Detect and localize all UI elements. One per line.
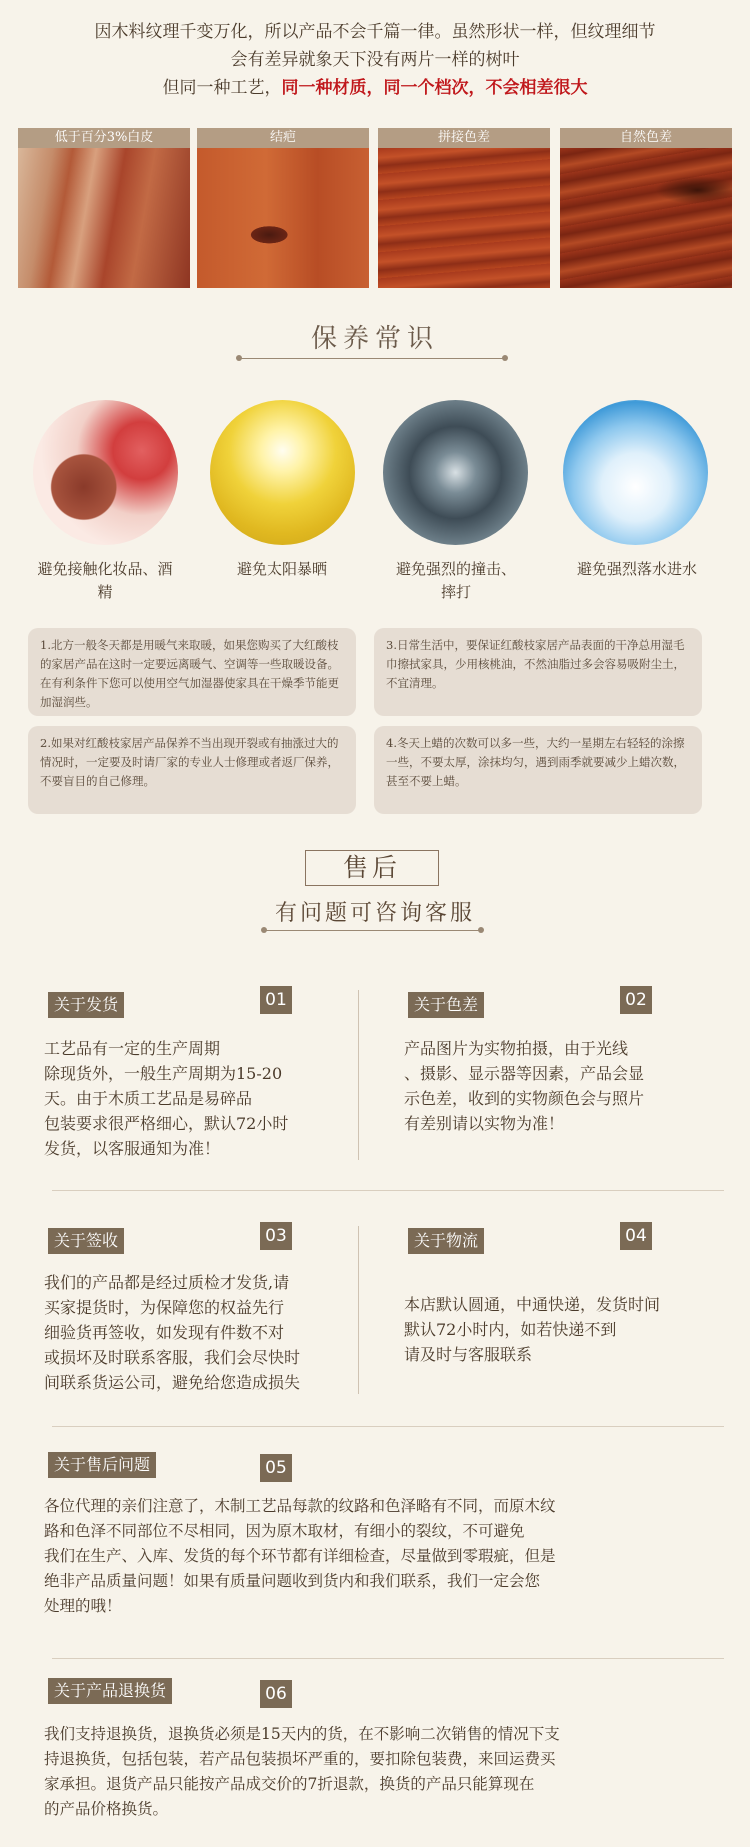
section-tag-color-difference: 关于色差 xyxy=(408,992,484,1018)
section-number-02: 02 xyxy=(620,986,652,1014)
intro-text xyxy=(0,18,750,102)
section-number-03: 03 xyxy=(260,1222,292,1250)
section-tag-returns: 关于产品退换货 xyxy=(48,1678,172,1704)
wood-sample-4 xyxy=(560,128,732,288)
section-text-receipt: 我们的产品都是经过质检才发货,请 买家提货时，为保障您的权益先行 细验货再签收，如发现有件数不对 或损坏及时联系客服，我们会尽快时 间联系货运公司，避免给您造成损失 xyxy=(44,1273,301,1392)
section-text-color-difference: 产品图片为实物拍摄，由于光线 、摄影、显示器等因素，产品会显 示色差，收到的实物颜色会与照片 有差别请以实物为准！ xyxy=(404,1039,645,1133)
sun-image xyxy=(210,400,355,545)
care-tip-1: 1.北方一般冬天都是用暖气来取暖，如果您购买了大红酸枝的家居产品在这时一定要远离暖气、空调等一些取暖设备。在有利条件下您可以使用空气加湿器使家具在干燥季节能更加湿润些。 xyxy=(28,628,356,716)
section-text-aftersale-issues: 各位代理的亲们注意了，木制工艺品每款的纹路和色泽略有不同，而原木纹 路和色泽不同部位不尽相同，因为原木取材，有细小的裂纹，不可避免 我们在生产、入库、发货的每个环节都有详细检查，尽量做到零瑕疵，但是 绝非产品质量问题！如果有质量问题收到货内和我们联系，我们一定会您 处理的哦！ xyxy=(44,1497,556,1615)
care-tip-4: 4.冬天上蜡的次数可以多一些，大约一星期左右轻轻的涂擦一些，不要太厚，涂抹均匀，遇到雨季就要减少上蜡次数，甚至不要上蜡。 xyxy=(374,726,702,814)
section-text-logistics: 本店默认圆通，中通快递，发货时间 默认72小时内，如若快递不到 请及时与客服联系 xyxy=(404,1295,661,1364)
wood-sample-label: 自然色差 xyxy=(560,128,732,148)
intro-line-2: 会有差异就象天下没有两片一样的树叶 xyxy=(230,50,520,70)
cosmetics-image xyxy=(33,400,178,545)
care-caption-2: 避免太阳暴晒 xyxy=(236,560,327,578)
care-caption-1: 避免接触化妆品、酒精 xyxy=(37,560,173,601)
rule-dot-left xyxy=(236,355,242,361)
section-number-01: 01 xyxy=(260,986,292,1014)
rule-dot-left xyxy=(261,927,267,933)
wood-sample-image xyxy=(18,148,190,288)
wood-sample-2 xyxy=(197,128,369,288)
section-tag-receipt: 关于签收 xyxy=(48,1228,124,1254)
intro-line-1: 因木料纹理千变万化，所以产品不会千篇一律。虽然形状一样，但纹理细节 xyxy=(94,22,656,42)
section-tag-shipping: 关于发货 xyxy=(48,992,124,1018)
wood-sample-label: 结疤 xyxy=(197,128,369,148)
care-title-rule xyxy=(240,358,505,359)
care-title: 保养常识 xyxy=(310,324,439,354)
care-tip-2: 2.如果对红酸枝家居产品保养不当出现开裂或有抽涨过大的情况时，一定要及时请厂家的专业人士修理或者返厂保养，不要盲目的自己修理。 xyxy=(28,726,356,814)
intro-line-3-plain: 但同一种工艺， xyxy=(162,78,282,98)
care-caption-4: 避免强烈落水进水 xyxy=(577,560,698,578)
water-splash-image xyxy=(563,400,708,545)
section-separator xyxy=(52,1426,724,1427)
intro-line-3-highlight: 同一种材质，同一个档次，不会相差很大 xyxy=(281,78,588,98)
rule-dot-right xyxy=(502,355,508,361)
wood-sample-label: 拼接色差 xyxy=(378,128,550,148)
section-text-returns: 我们支持退换货，退换货必须是15天内的货，在不影响二次销售的情况下支 持退换货，包括包装，若产品包装损坏严重的，要扣除包装费，来回运费买 家承担。退货产品只能按产品成交价的7折退款，换货的产品只能算现在 的产品价格换货。 xyxy=(44,1725,560,1818)
wood-sample-image xyxy=(378,148,550,288)
wood-sample-label: 低于百分3%白皮 xyxy=(18,128,190,148)
aftersale-title: 售后 xyxy=(305,850,439,886)
wood-sample-image xyxy=(560,148,732,288)
care-caption-3: 避免强烈的撞击、摔打 xyxy=(396,560,517,601)
section-tag-aftersale-issues: 关于售后问题 xyxy=(48,1452,156,1478)
wood-sample-image xyxy=(197,148,369,288)
section-number-06: 06 xyxy=(260,1680,292,1708)
wood-sample-1 xyxy=(18,128,190,288)
section-tag-logistics: 关于物流 xyxy=(408,1228,484,1254)
aftersale-subtitle: 有问题可咨询客服 xyxy=(274,901,475,926)
column-divider xyxy=(358,990,359,1160)
care-tip-3: 3.日常生活中，要保证红酸枝家居产品表面的干净总用湿毛巾擦拭家具，少用核桃油，不然油脂过多会容易吸附尘土，不宜清理。 xyxy=(374,628,702,716)
aftersale-subtitle-rule xyxy=(265,930,480,931)
section-separator xyxy=(52,1658,724,1659)
wood-sample-3 xyxy=(378,128,550,288)
column-divider xyxy=(358,1226,359,1394)
rule-dot-right xyxy=(478,927,484,933)
section-number-04: 04 xyxy=(620,1222,652,1250)
section-text-shipping: 工艺品有一定的生产周期 除现货外，一般生产周期为15-20 天。由于木质工艺品是易碎品 包装要求很严格细心，默认72小时 发货，以客服通知为准！ xyxy=(44,1039,289,1158)
shattered-glass-image xyxy=(383,400,528,545)
intro-line-3 xyxy=(0,74,750,102)
section-separator xyxy=(52,1190,724,1191)
section-number-05: 05 xyxy=(260,1454,292,1482)
